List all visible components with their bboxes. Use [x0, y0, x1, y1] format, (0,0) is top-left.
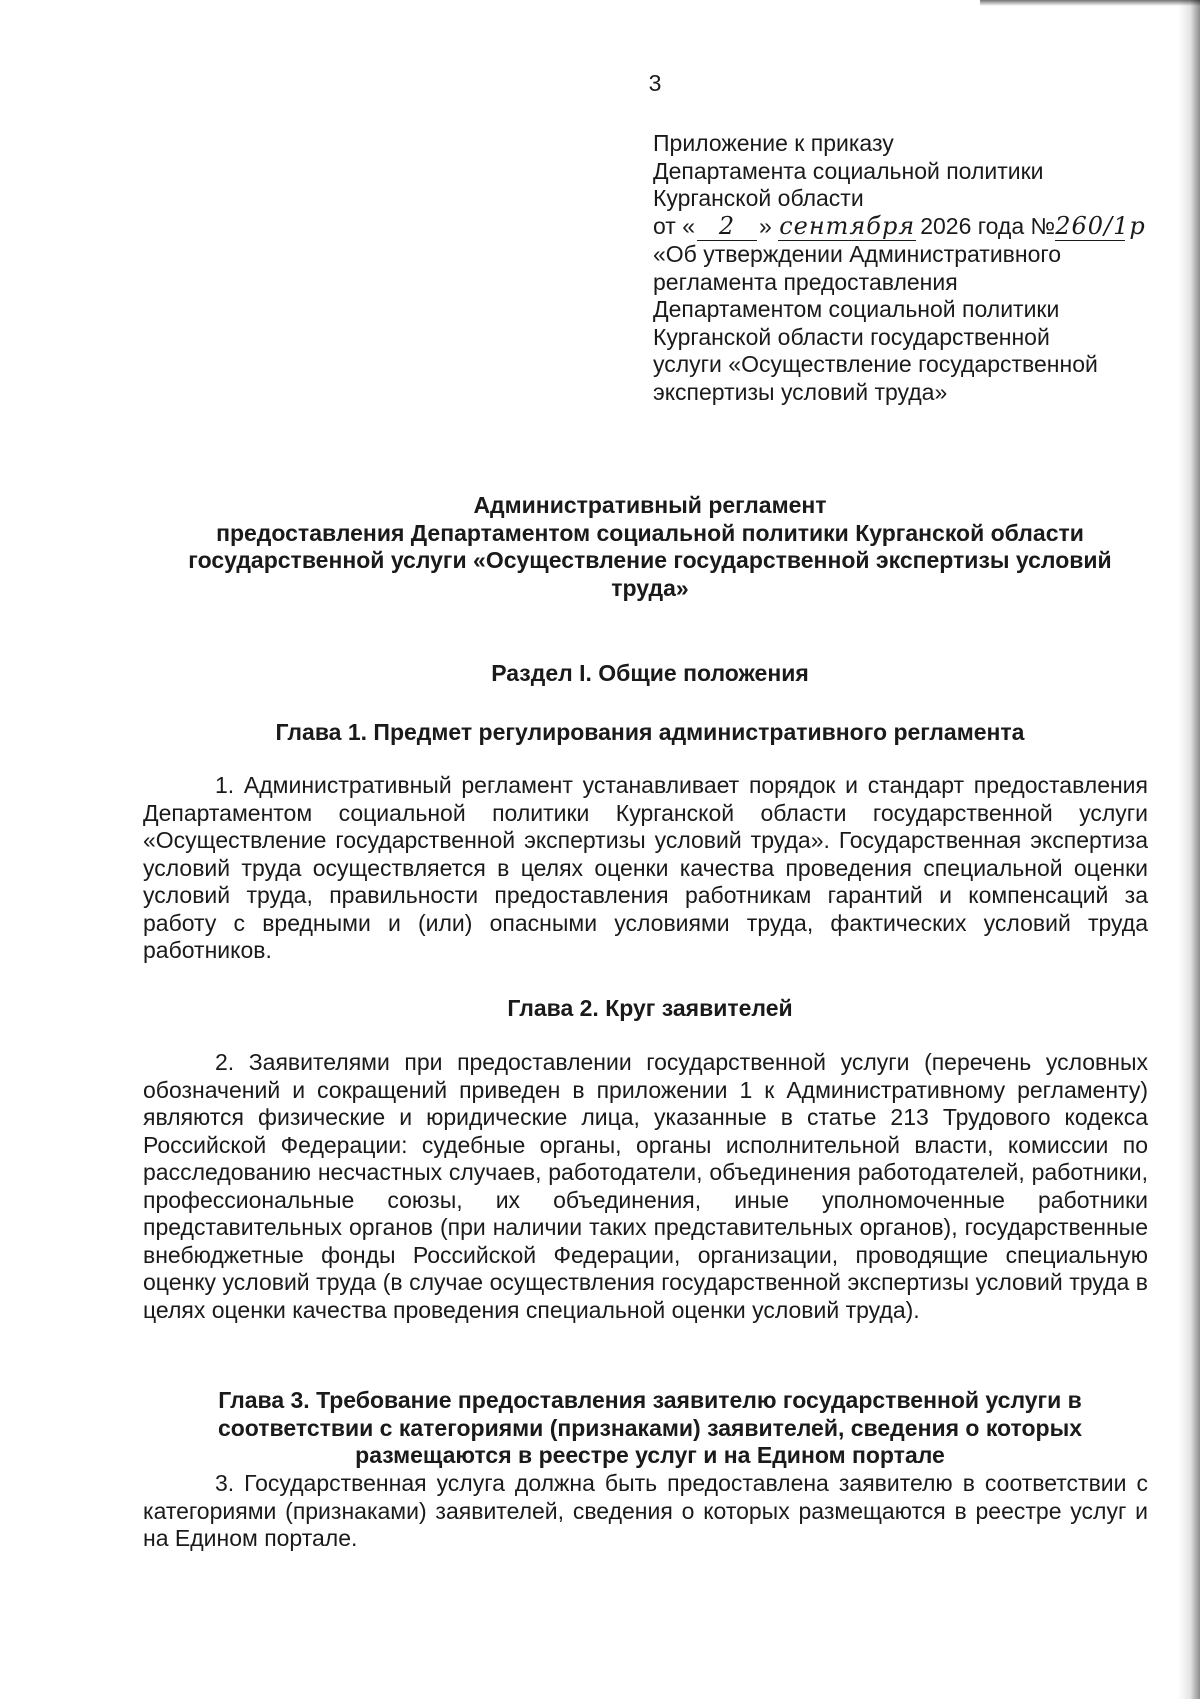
chapter-3-title-line: соответствии с категориями (признаками) заявителей, сведения о которых	[217, 1414, 1083, 1441]
chapter-3-title-line: Глава 3. Требование предоставления заявителю государственной услуги в	[218, 1387, 1082, 1413]
appendix-block	[653, 130, 1173, 406]
appendix-line: Департамента социальной политики	[653, 157, 1044, 184]
date-year: 2026 года №	[920, 212, 1056, 239]
title-line: государственной услуги «Осуществление государственной экспертизы условий	[188, 547, 1112, 573]
chapter-2-title: Глава 2. Круг заявителей	[507, 995, 793, 1021]
date-prefix: от «	[653, 212, 696, 239]
chapter-1-title: Глава 1. Предмет регулирования административного регламента	[275, 719, 1025, 745]
title-line: предоставления Департаментом социальной политики Курганской области	[216, 519, 1084, 546]
title-line: Административный регламент	[473, 492, 827, 518]
appendix-line: «Об утверждении Административного	[653, 241, 1062, 267]
scan-shadow-top	[980, 0, 1200, 6]
appendix-line: регламента предоставления	[653, 268, 958, 295]
chapter-1-paragraph: 1. Административный регламент устанавливает порядок и стандарт предоставления Департаментом социальной политики Курганской области государственной услуги «Осуществление государственной экспертизы условий труда». Государственная экспертиза условий труда осуществляется в целях оценки качества проведения специальной оценки условий труда, правильности предоставления работникам гарантий и компенсаций за работу с вредными и (или) опасными условиями труда, фактических условий труда работников.	[143, 772, 1148, 963]
appendix-line: Курганской области государственной	[653, 323, 1050, 350]
title-line: труда»	[611, 574, 689, 601]
chapter-2-paragraph: 2. Заявителями при предоставлении государственной услуги (перечень условных обозначений и сокращений приведен в приложении 1 к Административному регламенту) являются физические и юридические лица, указанные в статье 213 Трудового кодекса Российской Федерации: судебные органы, органы исполнительной власти, комиссии по расследованию несчастных случаев, работодатели, объединения работодателей, работники, профессиональные союзы, их объединения, иные уполномоченные работники представительных органов (при наличии таких представительных органов), государственные внебюджетные фонды Российской Федерации, организации, проводящие специальную оценку условий труда (в случае осуществления государственной экспертизы условий труда в целях оценки качества проведения специальной оценки условий труда).	[143, 1049, 1148, 1323]
chapter-3-paragraph: 3. Государственная услуга должна быть предоставлена заявителю в соответствии с категориями (признаками) заявителей, сведения о которых размещаются в реестре услуг и на Едином портале.	[143, 1470, 1148, 1551]
appendix-line: экспертизы условий труда»	[653, 378, 948, 405]
handwritten-order-number: 260/1р	[1055, 211, 1146, 240]
chapter-3-title	[140, 1387, 1160, 1470]
handwritten-month: сентября	[779, 211, 916, 240]
handwritten-day: 2	[697, 213, 757, 242]
page-number: 3	[648, 70, 662, 96]
chapter-3-title-line: размещаются в реестре услуг и на Едином портале	[355, 1442, 945, 1468]
date-mid: »	[759, 212, 772, 239]
appendix-line: услуги «Осуществление государственной	[653, 351, 1098, 377]
document-title	[150, 492, 1150, 602]
appendix-line: Приложение к приказу	[653, 130, 894, 156]
appendix-date-line	[653, 213, 1173, 242]
scan-shadow-edge	[1178, 0, 1200, 1699]
appendix-line: Курганской области	[653, 185, 864, 211]
section-title: Раздел I. Общие положения	[491, 660, 809, 686]
appendix-line: Департаментом социальной политики	[653, 296, 1060, 322]
